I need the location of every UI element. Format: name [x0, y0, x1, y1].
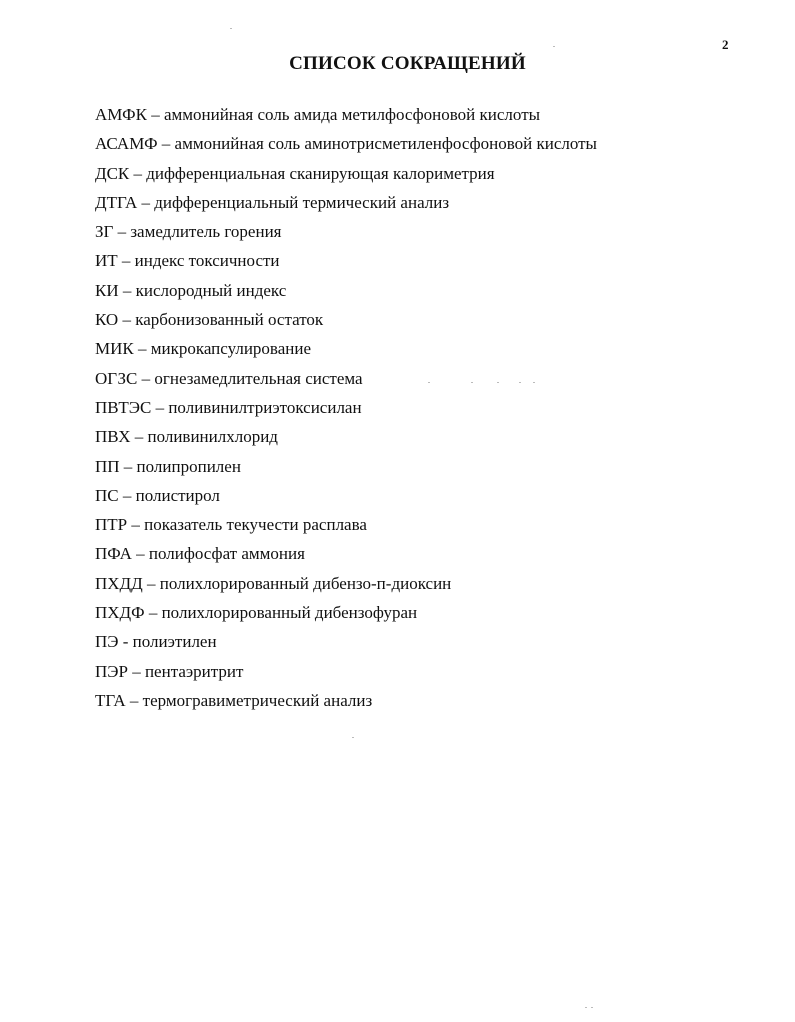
page-title: СПИСОК СОКРАЩЕНИЙ — [289, 53, 526, 74]
list-item: ПФА – полифосфат аммония — [95, 544, 305, 564]
list-item: АМФК – аммонийная соль амида метилфосфоновой кислоты — [95, 105, 541, 124]
list-item: КИ – кислородный индекс — [95, 280, 287, 300]
scan-speck — [585, 1007, 587, 1008]
list-item: МИК – микрокапсулирование — [95, 339, 312, 359]
list-item: ЗГ – замедлитель горения — [95, 222, 282, 242]
list-item: ИТ – индекс токсичности — [95, 251, 280, 271]
list-item: ПВХ – поливинилхлорид — [95, 427, 278, 447]
scan-speck — [352, 737, 354, 738]
list-item: ПП – полипропилен — [95, 456, 241, 476]
scan-speck — [428, 382, 430, 383]
list-item: ПХДД – полихлорированный дибензо-п-диоксин — [95, 573, 452, 593]
scan-speck — [519, 382, 521, 383]
scan-speck — [553, 46, 555, 47]
scan-speck — [533, 382, 535, 383]
abbreviation-list — [95, 100, 597, 715]
list-item: ПВТЭС – поливинилтриэтоксисилан — [95, 397, 362, 417]
list-item: КО – карбонизованный остаток — [95, 310, 324, 330]
list-item: ДТГА – дифференциальный термический анализ — [95, 192, 450, 212]
list-item: ПЭ - полиэтилен — [95, 632, 217, 652]
scan-speck — [230, 28, 232, 29]
scan-speck — [591, 1007, 593, 1008]
list-item: ПТР – показатель текучести расплава — [95, 515, 367, 535]
list-item: ПС – полистирол — [95, 485, 220, 505]
list-item: АСАМФ – аммонийная соль аминотрисметиленфосфоновой кислоты — [95, 134, 597, 154]
scan-speck — [471, 382, 473, 383]
list-item: ПЭР – пентаэритрит — [95, 661, 244, 681]
list-item: ОГЗС – огнезамедлительная система — [95, 368, 363, 388]
list-item: ПХДФ – полихлорированный дибензофуран — [95, 603, 418, 623]
list-item: ТГА – термогравиметрический анализ — [95, 690, 373, 710]
scan-speck — [497, 382, 499, 383]
page-number: 2 — [722, 37, 729, 52]
list-item: ДСК – дифференциальная сканирующая калориметрия — [95, 163, 495, 183]
